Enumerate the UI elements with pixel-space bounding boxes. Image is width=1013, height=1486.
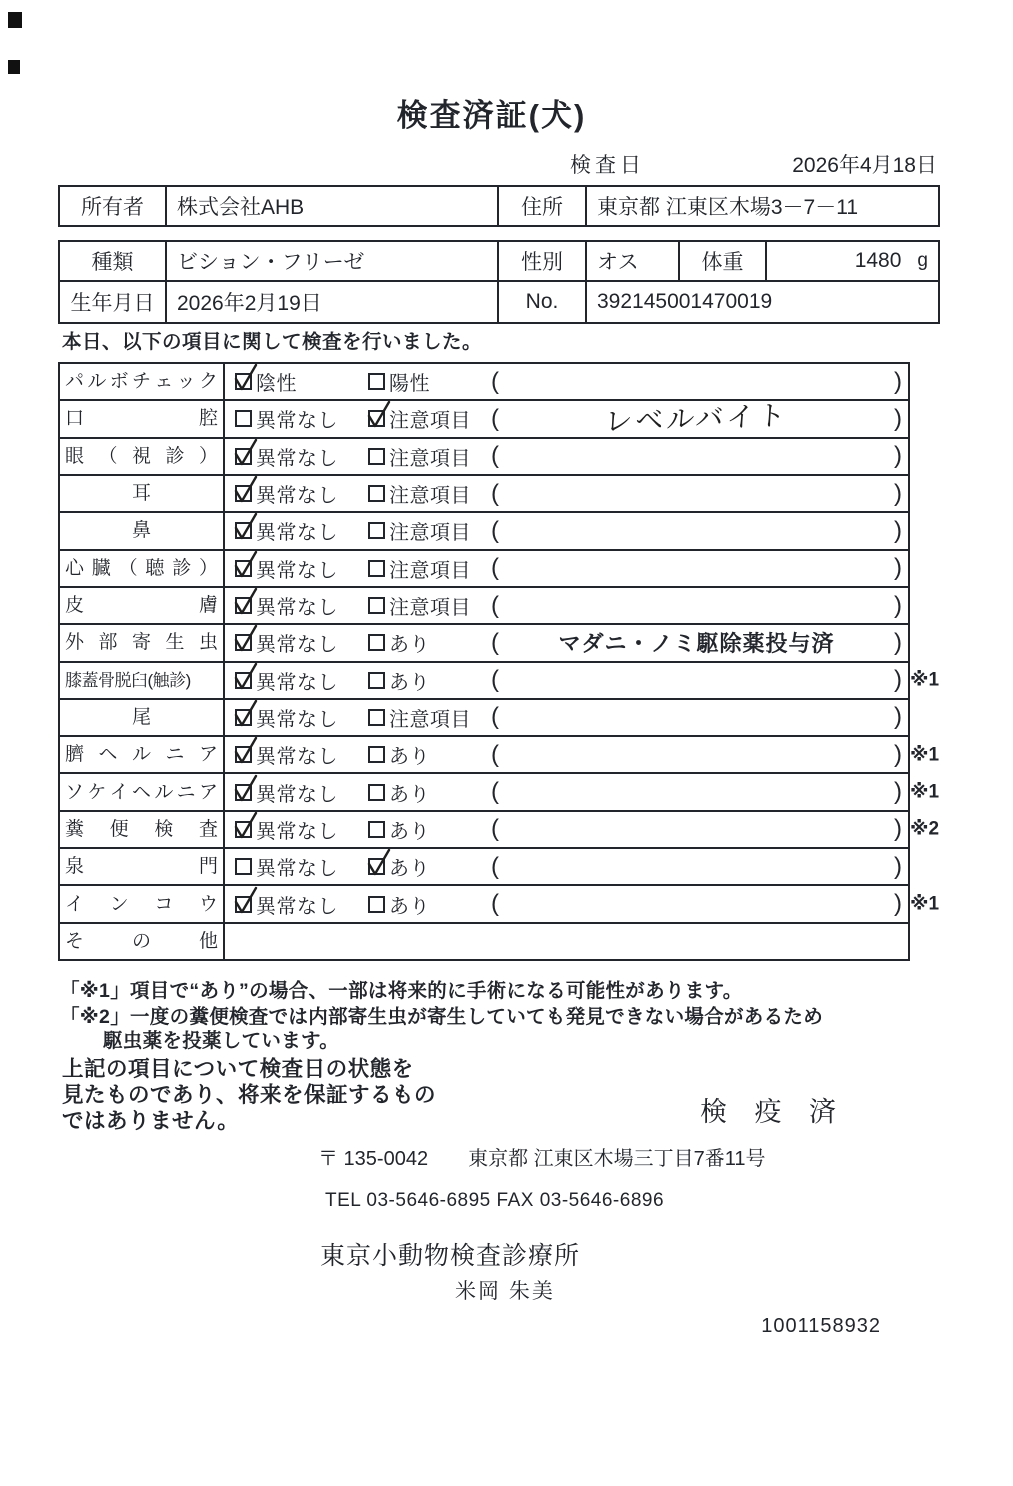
row-remark: ※2 — [910, 818, 940, 840]
checkbox-icon — [235, 672, 252, 689]
paren-close-icon — [894, 780, 902, 804]
option-2 — [368, 886, 430, 921]
option-2-label: 注意項目 — [389, 597, 471, 620]
paren-open-icon — [491, 668, 499, 692]
checklist-row — [60, 476, 908, 513]
checkbox-icon — [368, 560, 385, 577]
paren-open-icon — [491, 444, 499, 468]
row-label-cell — [60, 924, 225, 959]
checkbox-icon — [235, 560, 252, 577]
checkbox-icon — [235, 373, 252, 390]
row-label: 糞 便 検 査 — [65, 818, 218, 840]
paren-close-icon — [894, 444, 902, 468]
option-1-label: 異常なし — [256, 522, 338, 545]
paren-open-icon — [491, 855, 499, 879]
row-label: 皮 膚 — [65, 595, 218, 617]
row-content — [225, 588, 908, 623]
disclaimer — [62, 1056, 436, 1134]
animal-table — [58, 240, 940, 324]
page-title: 検査済証(犬) — [396, 98, 587, 133]
examiner-name: 米岡 朱美 — [455, 1280, 555, 1303]
checklist-row — [60, 439, 908, 476]
row-label-cell — [60, 737, 225, 772]
option-1 — [235, 700, 338, 735]
tel-fax: TEL 03-5646-6895 FAX 03-5646-6896 — [325, 1190, 665, 1211]
option-2 — [368, 401, 471, 436]
option-1-label: 異常なし — [256, 410, 338, 433]
row-label-cell — [60, 513, 225, 548]
row-remark: ※1 — [910, 781, 940, 803]
row-label-cell — [60, 439, 225, 474]
option-1 — [235, 476, 338, 511]
checkbox-icon — [235, 821, 252, 838]
note-area — [491, 439, 902, 474]
no-value: 392145001470019 — [597, 290, 773, 313]
option-1-label: 異常なし — [256, 671, 338, 694]
checklist-row — [60, 513, 908, 550]
address-value: 東京都 江東区木場3－7－11 — [597, 196, 858, 219]
row-label-cell — [60, 849, 225, 884]
footnote-2: 「※2」一度の糞便検査では内部寄生虫が寄生していても発見できない場合があるため — [60, 1006, 824, 1028]
sex-label: 性別 — [499, 242, 587, 280]
checkbox-icon — [368, 896, 385, 913]
checkbox-icon — [235, 485, 252, 502]
row-label-cell — [60, 588, 225, 623]
note-area — [491, 551, 902, 586]
paren-open-icon — [491, 370, 499, 394]
option-1-label: 異常なし — [256, 634, 338, 657]
note-area — [491, 513, 902, 548]
row-label-cell — [60, 774, 225, 809]
owner-label: 所有者 — [60, 187, 167, 225]
checkbox-icon — [235, 709, 252, 726]
checklist-row — [60, 886, 940, 923]
weight-value-cell — [767, 242, 938, 280]
weight-label: 体重 — [680, 242, 767, 280]
breed-label: 種類 — [60, 242, 167, 280]
paren-close-icon — [894, 817, 902, 841]
option-1 — [235, 812, 338, 847]
inspection-date-label: 検査日 — [570, 154, 645, 177]
row-remark: ※1 — [910, 669, 940, 691]
row-content — [225, 924, 908, 959]
option-1 — [235, 588, 338, 623]
option-1-label: 異常なし — [256, 485, 338, 508]
checklist-row — [60, 625, 908, 662]
option-1 — [235, 886, 338, 921]
note-area — [491, 849, 902, 884]
row-label-cell — [60, 663, 225, 698]
checkbox-icon — [235, 597, 252, 614]
option-1-label: 異常なし — [256, 708, 338, 731]
option-2-label: 注意項目 — [389, 559, 471, 582]
no-label: No. — [499, 282, 587, 322]
note-area — [491, 588, 902, 623]
option-1 — [235, 401, 338, 436]
scan-artifact — [8, 60, 20, 74]
owner-table — [58, 185, 940, 227]
scan-artifact — [8, 12, 22, 28]
checkbox-icon — [368, 746, 385, 763]
checklist-row — [60, 700, 908, 737]
checkbox-icon — [368, 373, 385, 390]
checklist-row — [60, 401, 908, 438]
paren-open-icon — [491, 594, 499, 618]
checkbox-icon — [368, 485, 385, 502]
option-1-label: 異常なし — [256, 783, 338, 806]
row-label: 膝蓋骨脱臼(触診) — [65, 670, 191, 690]
checkbox-icon — [235, 448, 252, 465]
birthdate-label: 生年月日 — [60, 282, 167, 322]
paren-open-icon — [491, 407, 499, 431]
checkbox-icon — [368, 858, 385, 875]
checkbox-icon — [235, 746, 252, 763]
checkbox-icon — [368, 448, 385, 465]
option-1 — [235, 513, 338, 548]
row-content — [225, 700, 908, 735]
row-label: そ の 他 — [65, 930, 218, 952]
row-label: 外 部 寄 生 虫 — [65, 632, 218, 654]
paren-open-icon — [491, 743, 499, 767]
option-2-label: あり — [389, 820, 430, 843]
paren-open-icon — [491, 780, 499, 804]
row-label-cell — [60, 401, 225, 436]
checkbox-icon — [368, 634, 385, 651]
option-1-label: 異常なし — [256, 820, 338, 843]
row-content — [225, 401, 908, 436]
weight-value: 1480 — [854, 249, 902, 272]
checklist-row — [60, 849, 908, 886]
option-2 — [368, 849, 430, 884]
option-1 — [235, 551, 338, 586]
paren-close-icon — [894, 743, 902, 767]
paren-close-icon — [894, 668, 902, 692]
row-content — [225, 886, 908, 921]
row-remark: ※1 — [910, 744, 940, 766]
checklist-table — [58, 362, 940, 961]
option-1 — [235, 737, 338, 772]
option-2-label: 注意項目 — [389, 447, 471, 470]
option-2 — [368, 700, 471, 735]
row-label-cell — [60, 700, 225, 735]
checklist-row — [60, 663, 940, 700]
option-1-label: 陰性 — [256, 373, 297, 396]
row-note: マダニ・ノミ駆除薬投与済 — [558, 631, 835, 657]
row-label-cell — [60, 476, 225, 511]
option-1 — [235, 774, 338, 809]
row-content — [225, 513, 908, 548]
option-2 — [368, 774, 430, 809]
option-2 — [368, 551, 471, 586]
row-content — [225, 551, 908, 586]
clinic-name: 東京小動物検査診療所 — [320, 1242, 581, 1270]
paren-close-icon — [894, 370, 902, 394]
option-2 — [368, 476, 471, 511]
paren-close-icon — [894, 482, 902, 506]
option-1-label: 異常なし — [256, 858, 338, 881]
option-1-label: 異常なし — [256, 597, 338, 620]
row-label: 眼 （ 視 診 ） — [65, 445, 218, 467]
checklist-row — [60, 812, 940, 849]
option-2 — [368, 812, 430, 847]
disclaimer-line: 見たものであり、将来を保証するもの — [62, 1083, 437, 1107]
option-1-label: 異常なし — [256, 746, 338, 769]
option-2-label: あり — [389, 634, 430, 657]
option-1-label: 異常なし — [256, 895, 338, 918]
row-label: 口 腔 — [65, 408, 218, 430]
note-area — [491, 625, 902, 660]
paren-open-icon — [491, 631, 499, 655]
option-2-label: あり — [389, 858, 430, 881]
row-label: イ ン コ ウ — [65, 893, 218, 915]
checkbox-icon — [235, 522, 252, 539]
paren-close-icon — [894, 705, 902, 729]
paren-close-icon — [894, 594, 902, 618]
row-label: ソ ケ イ ヘ ル ニ ア — [65, 781, 218, 803]
clinic-address — [318, 1142, 766, 1171]
checklist-row — [60, 551, 908, 588]
address-text: 東京都 江東区木場三丁目7番11号 — [468, 1148, 766, 1170]
note-area — [491, 737, 902, 772]
option-2-label: 注意項目 — [389, 708, 471, 731]
row-note: レベルバイト — [603, 399, 790, 438]
option-2-label: 注意項目 — [389, 410, 471, 433]
option-1 — [235, 625, 338, 660]
row-content — [225, 439, 908, 474]
row-label: パ ル ボ チ ェ ッ ク — [65, 371, 218, 393]
checkbox-icon — [368, 597, 385, 614]
row-content — [225, 774, 908, 809]
quarantine-stamp: 検 疫 済 — [700, 1097, 847, 1127]
option-2 — [368, 737, 430, 772]
option-2-label: あり — [389, 746, 430, 769]
row-content — [225, 812, 908, 847]
option-1 — [235, 364, 297, 399]
row-content — [225, 625, 908, 660]
option-1-label: 異常なし — [256, 559, 338, 582]
row-content — [225, 476, 908, 511]
paren-open-icon — [491, 705, 499, 729]
checkbox-icon — [368, 410, 385, 427]
paren-close-icon — [894, 631, 902, 655]
option-1 — [235, 849, 338, 884]
checkbox-icon — [235, 634, 252, 651]
paren-close-icon — [894, 407, 902, 431]
option-2 — [368, 625, 430, 660]
option-2-label: あり — [389, 895, 430, 918]
row-label: 泉 門 — [65, 856, 218, 878]
checklist-row — [60, 924, 908, 959]
paren-close-icon — [894, 519, 902, 543]
row-label: 臍 ヘ ル ニ ア — [65, 744, 218, 766]
option-2-label: あり — [389, 671, 430, 694]
option-1 — [235, 439, 338, 474]
row-label-cell — [60, 812, 225, 847]
row-content — [225, 849, 908, 884]
checkbox-icon — [368, 709, 385, 726]
birthdate-value: 2026年2月19日 — [167, 282, 499, 322]
row-content — [225, 663, 908, 698]
option-2 — [368, 663, 430, 698]
paren-open-icon — [491, 556, 499, 580]
row-label-cell — [60, 364, 225, 399]
address-label: 住所 — [499, 187, 587, 225]
row-label: 耳 — [131, 483, 151, 505]
option-1-label: 異常なし — [256, 447, 338, 470]
sex-value: オス — [587, 242, 680, 280]
checkbox-icon — [368, 522, 385, 539]
footnote-1: 「※1」項目で“あり”の場合、一部は将来的に手術になる可能性があります。 — [60, 980, 743, 1002]
row-label-cell — [60, 551, 225, 586]
checkbox-icon — [368, 672, 385, 689]
note-area — [491, 663, 902, 698]
paren-close-icon — [894, 892, 902, 916]
option-2 — [368, 588, 471, 623]
checkbox-icon — [235, 896, 252, 913]
row-label: 鼻 — [131, 520, 151, 542]
footnote-2-cont: 駆虫薬を投薬しています。 — [103, 1030, 340, 1052]
note-area — [491, 812, 902, 847]
checkbox-icon — [368, 784, 385, 801]
postal-code: 〒 135-0042 — [318, 1148, 429, 1170]
paren-close-icon — [894, 556, 902, 580]
row-label-cell — [60, 625, 225, 660]
weight-unit: g — [917, 250, 928, 271]
paren-open-icon — [491, 892, 499, 916]
row-content — [225, 737, 908, 772]
row-label: 尾 — [131, 706, 151, 728]
breed-value: ビション・フリーゼ — [167, 242, 499, 280]
row-label: 心 臓 （ 聴 診 ） — [65, 557, 218, 579]
checklist-intro: 本日、以下の項目に関して検査を行いました。 — [62, 331, 483, 353]
option-2-label: 注意項目 — [389, 522, 471, 545]
note-area — [491, 700, 902, 735]
option-2 — [368, 364, 430, 399]
checkbox-icon — [235, 784, 252, 801]
checkbox-icon — [235, 858, 252, 875]
serial-number: 1001158932 — [761, 1315, 881, 1337]
option-2-label: あり — [389, 783, 430, 806]
paren-open-icon — [491, 482, 499, 506]
note-area — [491, 401, 902, 436]
note-area — [491, 476, 902, 511]
note-area — [491, 774, 902, 809]
checklist-row — [60, 737, 940, 774]
disclaimer-line: 上記の項目について検査日の状態を — [62, 1057, 414, 1081]
checklist-row — [60, 588, 908, 625]
disclaimer-line: ではありません。 — [62, 1109, 240, 1133]
option-2 — [368, 439, 471, 474]
option-1 — [235, 663, 338, 698]
paren-open-icon — [491, 817, 499, 841]
row-label-cell — [60, 886, 225, 921]
inspection-date-value: 2026年4月18日 — [792, 154, 937, 177]
checkbox-icon — [368, 821, 385, 838]
row-remark: ※1 — [910, 893, 940, 915]
owner-value: 株式会社AHB — [167, 187, 499, 225]
paren-open-icon — [491, 519, 499, 543]
checklist-row — [60, 774, 940, 811]
checkbox-icon — [235, 410, 252, 427]
option-2-label: 陽性 — [389, 373, 430, 396]
option-2 — [368, 513, 471, 548]
note-area — [491, 886, 902, 921]
option-2-label: 注意項目 — [389, 485, 471, 508]
paren-close-icon — [894, 855, 902, 879]
